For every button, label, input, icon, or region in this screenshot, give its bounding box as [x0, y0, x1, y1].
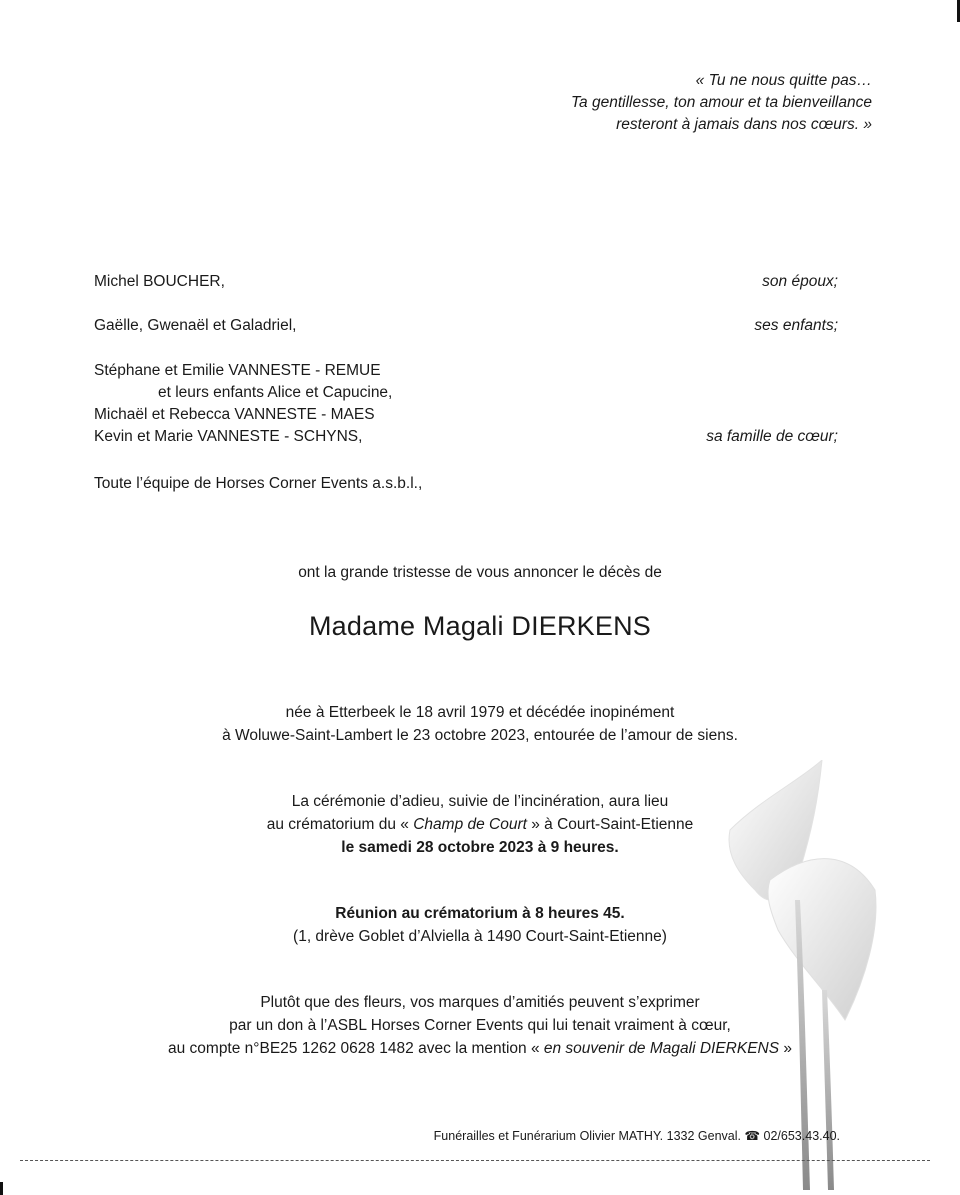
- donation-line-1: Plutôt que des fleurs, vos marques d’amitiés peuvent s’exprimer: [260, 994, 700, 1011]
- ceremony-line-2-pre: au crématorium du «: [266, 816, 414, 833]
- funeral-home-footer: [434, 1128, 840, 1143]
- quote-line-2: Ta gentillesse, ton amour et ta bienveillance: [570, 94, 872, 111]
- reunion-address: (1, drève Goblet d’Alviella à 1490 Court-Saint-Etienne): [293, 928, 667, 945]
- donation-line-2: par un don à l’ASBL Horses Corner Events qui lui tenait vraiment à cœur,: [229, 1017, 731, 1034]
- birth-line-2: à Woluwe-Saint-Lambert le 23 octobre 2023, entourée de l’amour de siens.: [222, 727, 738, 744]
- family-relation: son époux;: [762, 273, 838, 290]
- announcement: ont la grande tristesse de vous annoncer le décès de: [298, 564, 662, 581]
- reunion-line-1: Réunion au crématorium à 8 heures 45.: [335, 905, 625, 922]
- donation-line-3-pre: au compte n°BE25 1262 0628 1482 avec la mention «: [167, 1040, 544, 1057]
- donation-info: [0, 991, 960, 1060]
- scan-edge-mark: [0, 1182, 3, 1195]
- birth-line-1: née à Etterbeek le 18 avril 1979 et décédée inopinément: [285, 704, 675, 721]
- bottom-divider: [20, 1160, 930, 1161]
- heart-family-relation: sa famille de cœur;: [706, 428, 838, 445]
- quote-line-3: resteront à jamais dans nos cœurs. »: [616, 116, 872, 133]
- family-row-spouse: [94, 271, 838, 293]
- family-row-children: [94, 315, 838, 337]
- ceremony-info: [0, 790, 960, 859]
- donation-mention: en souvenir de Magali DIERKENS: [543, 1040, 780, 1057]
- family-member-name: Gaëlle, Gwenaël et Galadriel,: [94, 317, 297, 334]
- family-relation: ses enfants;: [754, 317, 838, 334]
- donation-line-3-post: »: [779, 1040, 793, 1057]
- deceased-name: Madame Magali DIERKENS: [308, 611, 652, 641]
- ceremony-venue: Champ de Court: [413, 816, 527, 833]
- heart-family-line-3: Michaël et Rebecca VANNESTE - MAES: [94, 406, 375, 423]
- family-member-name: Michel BOUCHER,: [94, 273, 225, 290]
- ceremony-line-2: [0, 813, 960, 836]
- heart-family-line-1: Stéphane et Emilie VANNESTE - REMUE: [94, 362, 381, 379]
- heart-family-line-4: Kevin et Marie VANNESTE - SCHYNS,: [94, 428, 363, 445]
- heart-family-line-2: et leurs enfants Alice et Capucine,: [158, 384, 393, 401]
- donation-line-3: [0, 1037, 960, 1060]
- ceremony-line-2-post: » à Court-Saint-Etienne: [526, 816, 694, 833]
- ceremony-line-1: La cérémonie d’adieu, suivie de l’incinération, aura lieu: [291, 793, 669, 810]
- quote-line-1: « Tu ne nous quitte pas…: [695, 72, 872, 89]
- reunion-info: [0, 902, 960, 948]
- birth-death-info: [0, 701, 960, 747]
- ceremony-date: le samedi 28 octobre 2023 à 9 heures.: [341, 839, 619, 856]
- funeral-home-text: Funérailles et Funérarium Olivier MATHY. 1332 Genval.: [433, 1129, 741, 1143]
- funeral-home-phone: 02/653.43.40.: [763, 1129, 840, 1143]
- phone-icon: ☎: [744, 1129, 761, 1143]
- team-line: Toute l’équipe de Horses Corner Events a.s.b.l.,: [94, 475, 423, 492]
- epigraph-quote: [571, 70, 872, 136]
- heart-family-block: [94, 360, 838, 448]
